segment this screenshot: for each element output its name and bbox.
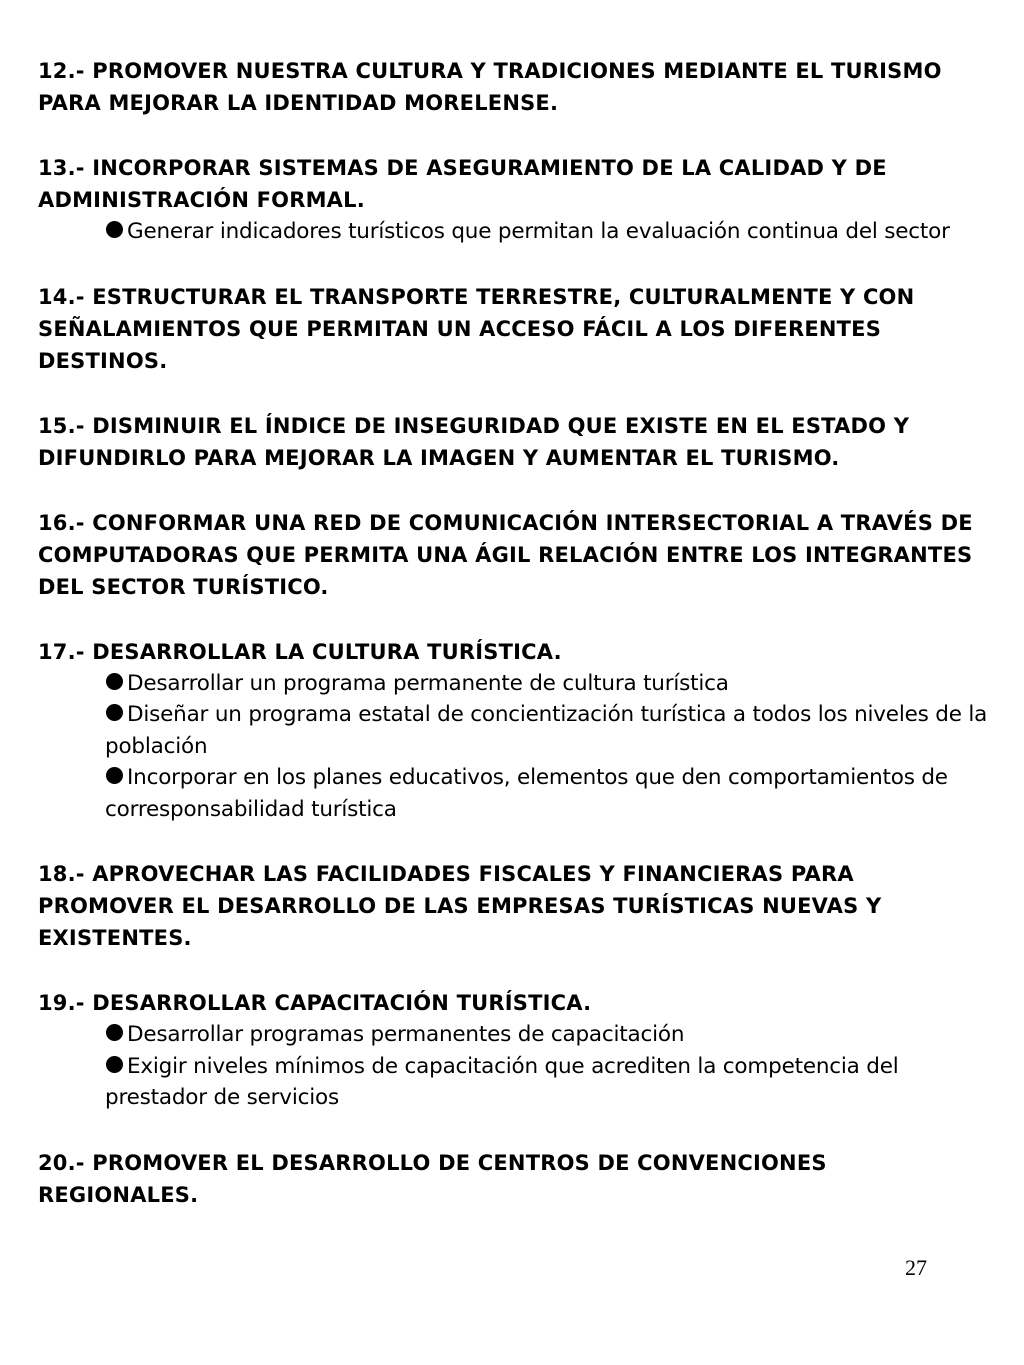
bullet-dot-icon [106, 221, 123, 238]
bullet-text: Diseñar un programa estatal de concientización turística a todos los niveles de la población [105, 702, 988, 759]
bullet-dot-icon [106, 767, 123, 784]
section-16 [38, 507, 993, 603]
page-number: 27 [905, 1255, 927, 1280]
bullet-text: Desarrollar programas permanentes de capacitación [127, 1022, 685, 1047]
section-heading: 14.- ESTRUCTURAR EL TRANSPORTE TERRESTRE, CULTURALMENTE Y CON SEÑALAMIENTOS QUE PERMITAN UN ACCESO FÁCIL A LOS DIFERENTES DESTINOS. [38, 284, 915, 373]
bullet-item [105, 762, 993, 825]
bullet-item [105, 216, 993, 248]
section-14 [38, 281, 993, 377]
section-heading: 17.- DESARROLLAR LA CULTURA TURÍSTICA. [38, 639, 562, 664]
section-18 [38, 858, 993, 954]
bullet-item [105, 1051, 993, 1114]
bullet-dot-icon [106, 1056, 123, 1073]
section-13 [38, 152, 993, 248]
section-20 [38, 1147, 993, 1211]
bullet-text: Desarrollar un programa permanente de cultura turística [127, 670, 729, 696]
bullet-list [38, 1019, 993, 1114]
bullet-list [38, 668, 993, 826]
bullet-text: Generar indicadores turísticos que permitan la evaluación continua del sector [127, 219, 950, 244]
section-heading: 18.- APROVECHAR LAS FACILIDADES FISCALES Y FINANCIERAS PARA PROMOVER EL DESARROLLO DE LAS EMPRESAS TURÍSTICAS NUEVAS Y EXISTENTES. [38, 862, 882, 950]
bullet-dot-icon [106, 704, 123, 721]
bullet-text: Exigir niveles mínimos de capacitación que acrediten la competencia del prestador de servicios [105, 1053, 899, 1110]
section-17 [38, 636, 993, 826]
section-heading: 16.- CONFORMAR UNA RED DE COMUNICACIÓN INTERSECTORIAL A TRAVÉS DE COMPUTADORAS QUE PERMITA UNA ÁGIL RELACIÓN ENTRE LOS INTEGRANTES DEL SECTOR TURÍSTICO. [38, 510, 973, 599]
section-heading: 20.- PROMOVER EL DESARROLLO DE CENTROS DE CONVENCIONES REGIONALES. [38, 1150, 827, 1207]
document-body [38, 55, 993, 1244]
section-heading: 12.- PROMOVER NUESTRA CULTURA Y TRADICIONES MEDIANTE EL TURISMO PARA MEJORAR LA IDENTIDAD MORELENSE. [38, 59, 942, 115]
bullet-dot-icon [106, 1024, 123, 1041]
bullet-item [105, 699, 993, 762]
section-19 [38, 987, 993, 1114]
bullet-dot-icon [106, 673, 123, 690]
bullet-item [105, 1019, 993, 1051]
bullet-list [38, 216, 993, 248]
bullet-item [105, 668, 993, 700]
section-heading: 19.- DESARROLLAR CAPACITACIÓN TURÍSTICA. [38, 991, 592, 1015]
section-12 [38, 55, 993, 119]
section-15 [38, 410, 993, 474]
section-heading: 15.- DISMINUIR EL ÍNDICE DE INSEGURIDAD QUE EXISTE EN EL ESTADO Y DIFUNDIRLO PARA MEJORAR LA IMAGEN Y AUMENTAR EL TURISMO. [38, 413, 910, 470]
bullet-text: Incorporar en los planes educativos, elementos que den comportamientos de corresponsabilidad turística [105, 765, 948, 822]
section-heading: 13.- INCORPORAR SISTEMAS DE ASEGURAMIENTO DE LA CALIDAD Y DE ADMINISTRACIÓN FORMAL. [38, 156, 887, 212]
